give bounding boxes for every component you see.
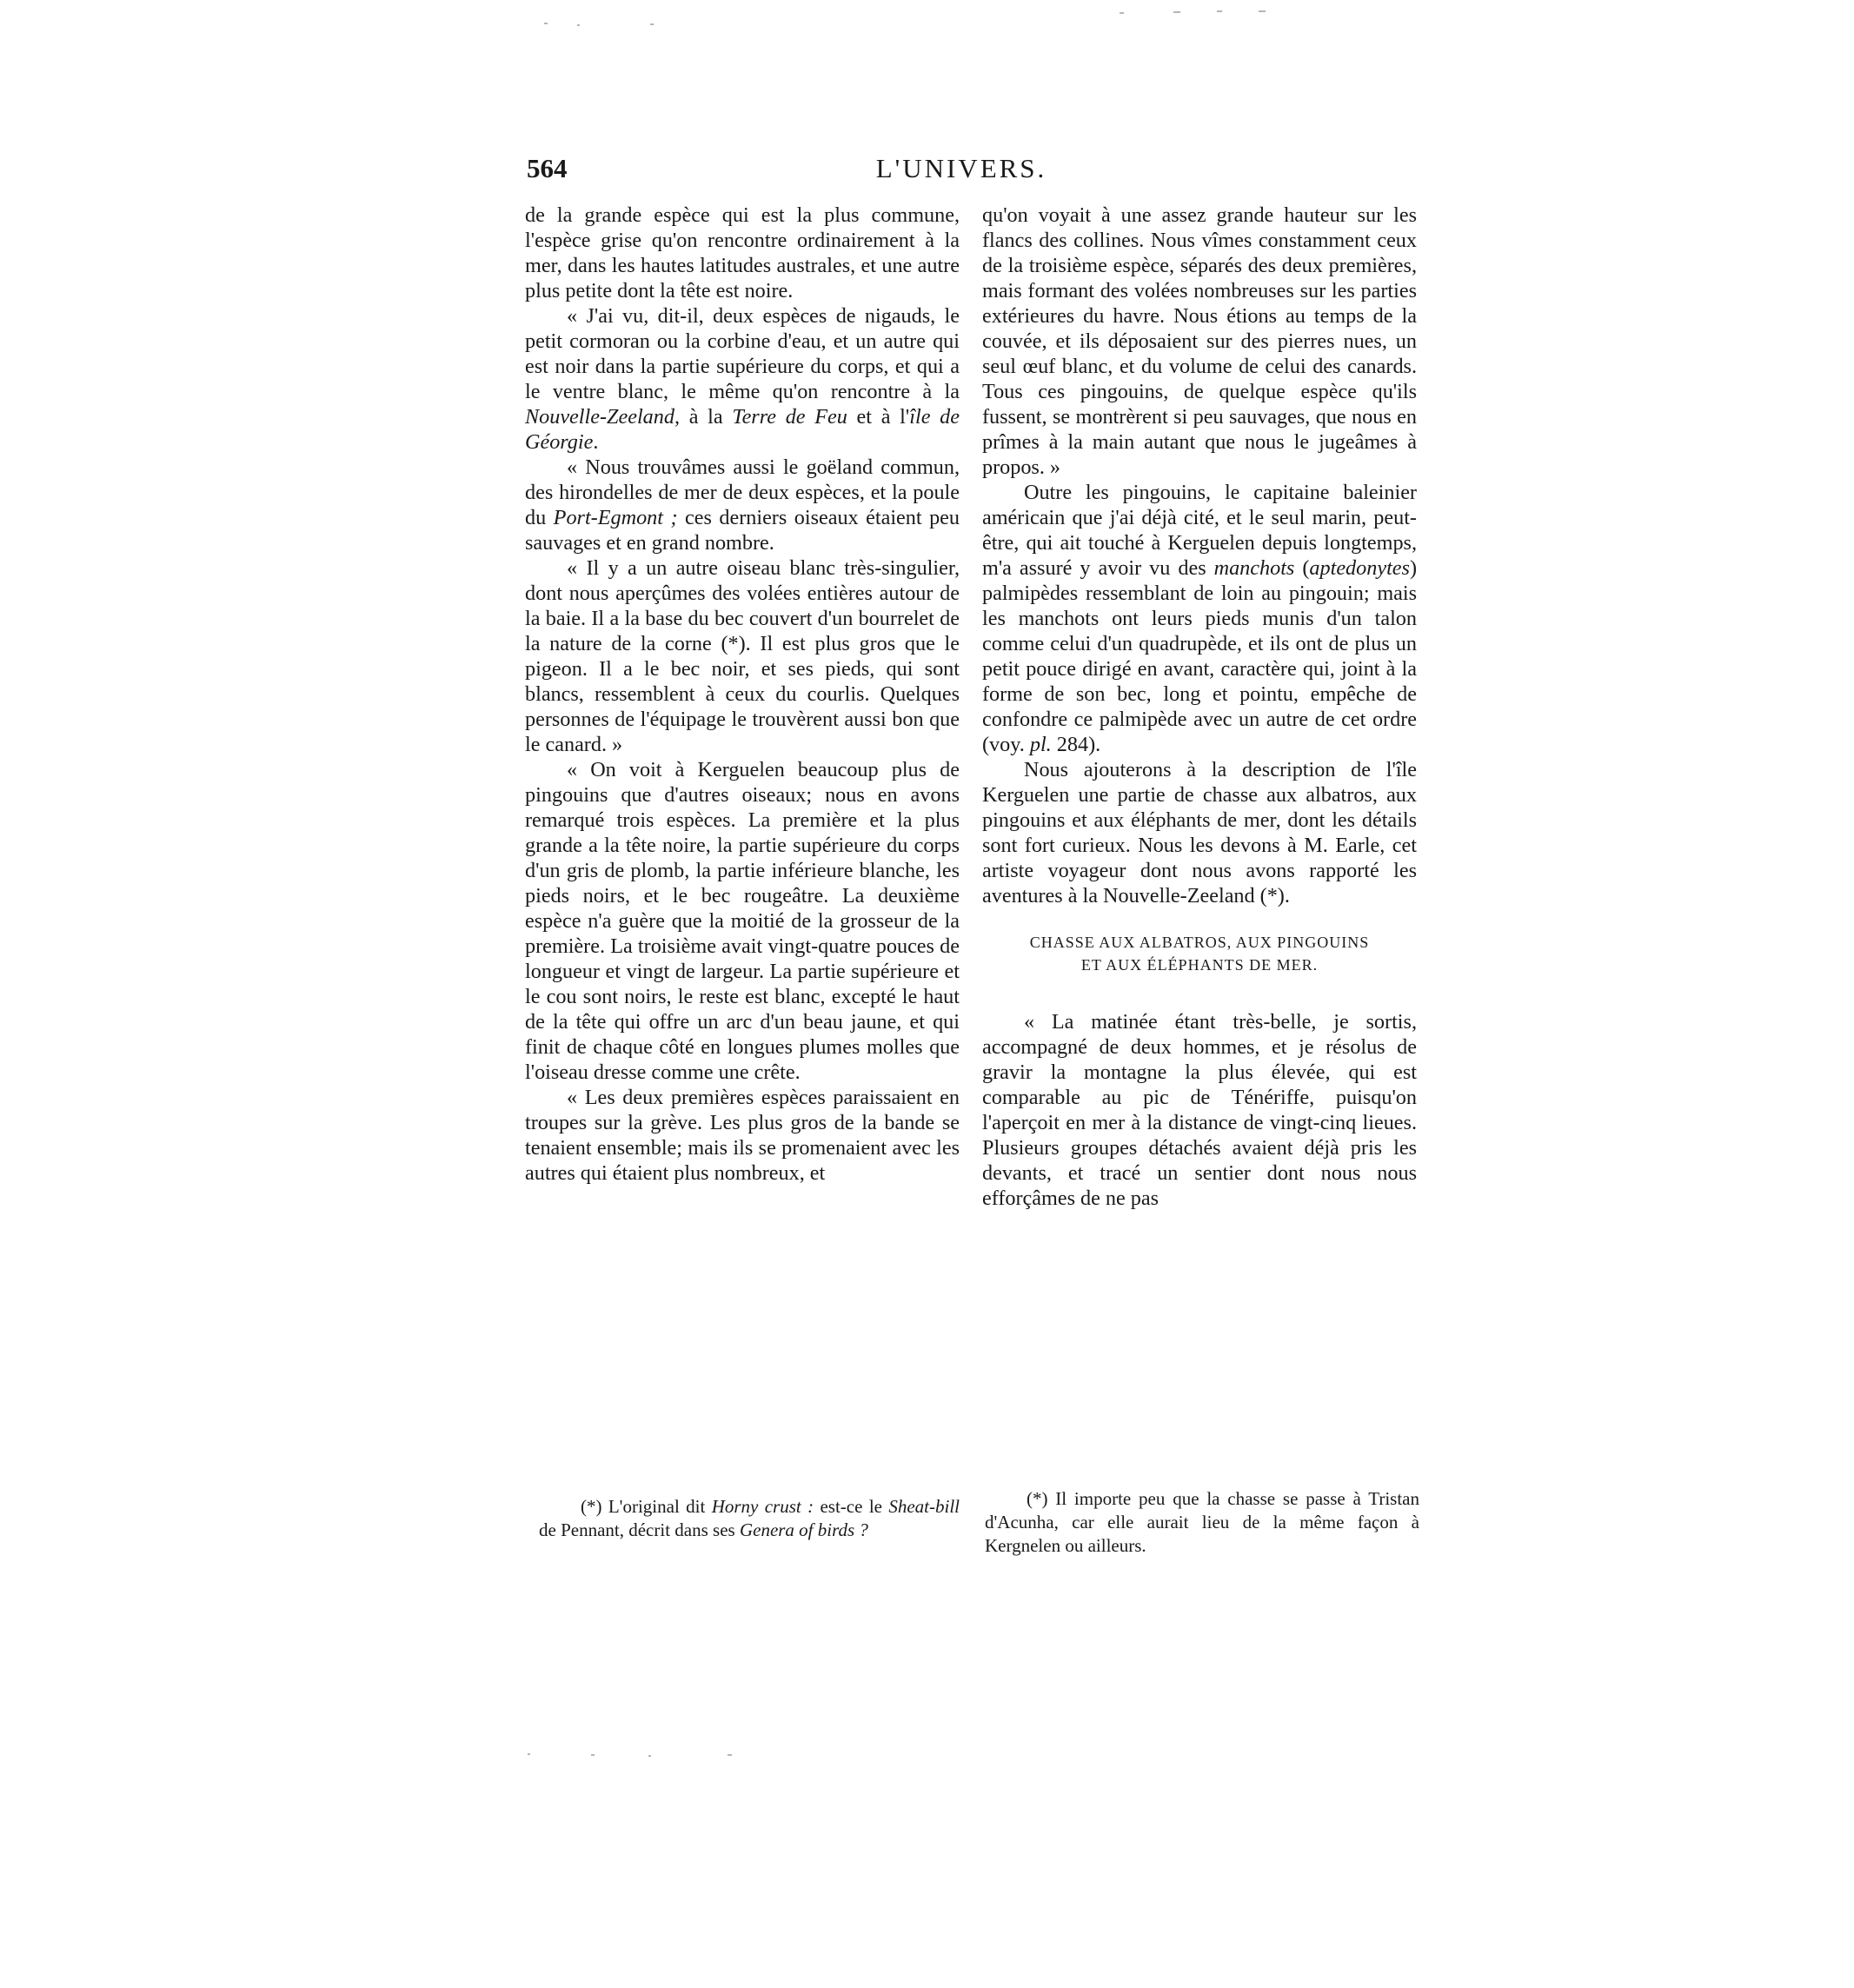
paragraph — [525, 757, 960, 1085]
italic-run: Port-Egmont ; — [553, 506, 678, 529]
footnote-text — [539, 1495, 960, 1542]
text-run: . — [593, 430, 599, 454]
right-paragraphs — [982, 203, 1417, 908]
italic-run: Horny crust : — [711, 1496, 814, 1517]
text-run: qu'on voyait à une assez grande hauteur sur les flancs des collines. Nous vîmes constamment ceux de la troisième espèce, séparés des deux premières, mais formant des volées nombreuses sur les parties extérieures du havre. Nous étions au temps de la couvée, et ils déposaient sur des pierres nues, un seul œuf blanc, et du volume de celui des canards. Tous ces pingouins, de quelque espèce qu'ils fussent, se montrèrent si peu sauvages, que nous en prîmes à la main autant que nous le jugeâmes à propos. » — [982, 203, 1417, 479]
italic-run: Nouvelle-Zeeland, — [525, 405, 680, 429]
right-paragraphs-after-heading — [982, 1009, 1417, 1211]
scan-speck — [1259, 10, 1266, 12]
scan-speck — [577, 24, 580, 26]
left-column — [525, 203, 960, 1186]
text-run: (*) Il importe peu que la chasse se passe à Tristan d'Acunha, car elle aurait lieu de la même façon à Kergnelen ou ailleurs. — [985, 1488, 1419, 1556]
scan-speck — [728, 1754, 732, 1756]
text-run: Outre les pingouins, le capitaine baleinier américain que j'ai déjà cité, et le seul marin, peut-être, qui ait touché à Kerguelen depuis longtemps, m'a assuré y avoir vu des — [982, 481, 1417, 580]
text-run: Nous ajouterons à la description de l'île Kerguelen une partie de chasse aux albatros, aux pingouins et aux éléphants de mer, dont les détails sont fort curieux. Nous les devons à M. Earle, cet artiste voyageur dont nous avons rapporté les aventures à la Nouvelle-Zeeland (*). — [982, 758, 1417, 908]
text-run: ces derniers oiseaux étaient peu sauvages et en grand nombre. — [525, 506, 960, 555]
paragraph — [525, 203, 960, 303]
text-run: (*) L'original dit — [581, 1496, 712, 1517]
scan-speck — [1173, 11, 1180, 13]
text-run: « Nous trouvâmes aussi le goëland commun, des hirondelles de mer de deux espèces, et la poule du — [525, 455, 960, 529]
scan-speck — [591, 1754, 595, 1756]
paragraph — [525, 1085, 960, 1186]
text-run: de Pennant, décrit dans ses — [539, 1519, 740, 1540]
paragraph — [525, 303, 960, 455]
page-header — [527, 153, 1396, 188]
left-footnote — [539, 1495, 960, 1542]
italic-run: Terre de Feu — [732, 405, 847, 429]
scan-speck — [1217, 10, 1222, 12]
text-run: « J'ai vu, dit-il, deux espèces de nigauds, le petit cormoran ou la corbine d'eau, et un autre qui est noir dans la partie supérieure du corps, et qui a le ventre blanc, le même qu'on rencontre à la — [525, 304, 960, 403]
text-run: et à l' — [847, 405, 910, 429]
scan-speck — [1120, 12, 1124, 14]
running-title: L'UNIVERS. — [875, 153, 1047, 183]
section-heading — [982, 931, 1417, 976]
footnote-text — [985, 1487, 1419, 1558]
text-run: « Les deux premières espèces paraissaient en troupes sur la grève. Les plus gros de la bande se tenaient ensemble; mais ils se promenaient avec les autres qui étaient plus nombreux, et — [525, 1086, 960, 1185]
scan-speck — [544, 23, 548, 24]
text-run: est-ce le — [814, 1496, 889, 1517]
scan-speck — [528, 1753, 530, 1755]
italic-run: île de Géorgie — [525, 405, 960, 454]
section-heading-line-2: ET AUX ÉLÉPHANTS DE MER. — [1080, 956, 1319, 974]
section-heading-line-1: CHASSE AUX ALBATROS, AUX PINGOUINS — [1029, 934, 1370, 951]
italic-run: Genera of birds ? — [739, 1519, 868, 1540]
paragraph — [525, 555, 960, 757]
text-run: « On voit à Kerguelen beaucoup plus de pingouins que d'autres oiseaux; nous en avons remarqué trois espèces. La première et la plus grande a la tête noire, la partie supérieure du corps d'un gris de plomb, la partie inférieure blanche, les pieds noirs, et le bec rougeâtre. La deuxième espèce n'a guère que la moitié de la grosseur de la première. La troisième avait vingt-quatre pouces de longueur et vingt de largeur. La partie supérieure et le cou sont noirs, le reste est blanc, excepté le haut de la tête qui offre un arc d'un beau jaune, et qui finit de chaque côté en longues plumes molles que l'oiseau dresse comme une crête. — [525, 758, 960, 1084]
scan-speck — [650, 23, 654, 25]
paragraph — [982, 480, 1417, 757]
paragraph — [982, 1009, 1417, 1211]
paragraph — [982, 203, 1417, 480]
left-paragraphs — [525, 203, 960, 1186]
text-run: « La matinée étant très-belle, je sortis, accompagné de deux hommes, et je résolus de gravir la montagne la plus élevée, qui est comparable au pic de Ténériffe, puisqu'on l'aperçoit en mer à la distance de vingt-cinq lieues. Plusieurs groupes détachés avaient déjà pris les devants, et tracé un sentier dont nous nous efforçâmes de ne pas — [982, 1010, 1417, 1210]
text-run: 284). — [1051, 733, 1101, 756]
right-footnote — [985, 1487, 1419, 1558]
text-run: « Il y a un autre oiseau blanc très-singulier, dont nous aperçûmes des volées entières autour de la baie. Il a la base du bec couvert d'un bourrelet de la nature de la corne (*). Il est plus gros que le pigeon. Il a le bec noir, et ses pieds, qui sont blancs, ressemblent à ceux du courlis. Quelques personnes de l'équipage le trouvèrent aussi bon que le canard. » — [525, 556, 960, 756]
italic-run: aptedonytes — [1309, 556, 1410, 580]
italic-run: Sheat-bill — [888, 1496, 960, 1517]
text-run: à la — [680, 405, 733, 429]
italic-run: pl. — [1029, 733, 1052, 756]
paragraph — [982, 757, 1417, 908]
italic-run: manchots — [1213, 556, 1295, 580]
paragraph — [525, 455, 960, 555]
page-number: 564 — [527, 153, 568, 183]
text-run: de la grande espèce qui est la plus commune, l'espèce grise qu'on rencontre ordinairement à la mer, dans les hautes latitudes australes, et une autre plus petite dont la tête est noire. — [525, 203, 960, 303]
text-run: ) palmipèdes ressemblant de loin au pingouin; mais les manchots ont leurs pieds munis d'un talon comme celui d'un quadrupède, et ils ont de plus un petit pouce dirigé en avant, caractère qui, joint à la forme de son bec, long et pointu, empêche de confondre ce palmipède avec un autre de cet ordre (voy. — [982, 556, 1417, 756]
right-column — [982, 203, 1417, 1211]
scan-speck — [648, 1755, 651, 1757]
text-run: ( — [1294, 556, 1310, 580]
